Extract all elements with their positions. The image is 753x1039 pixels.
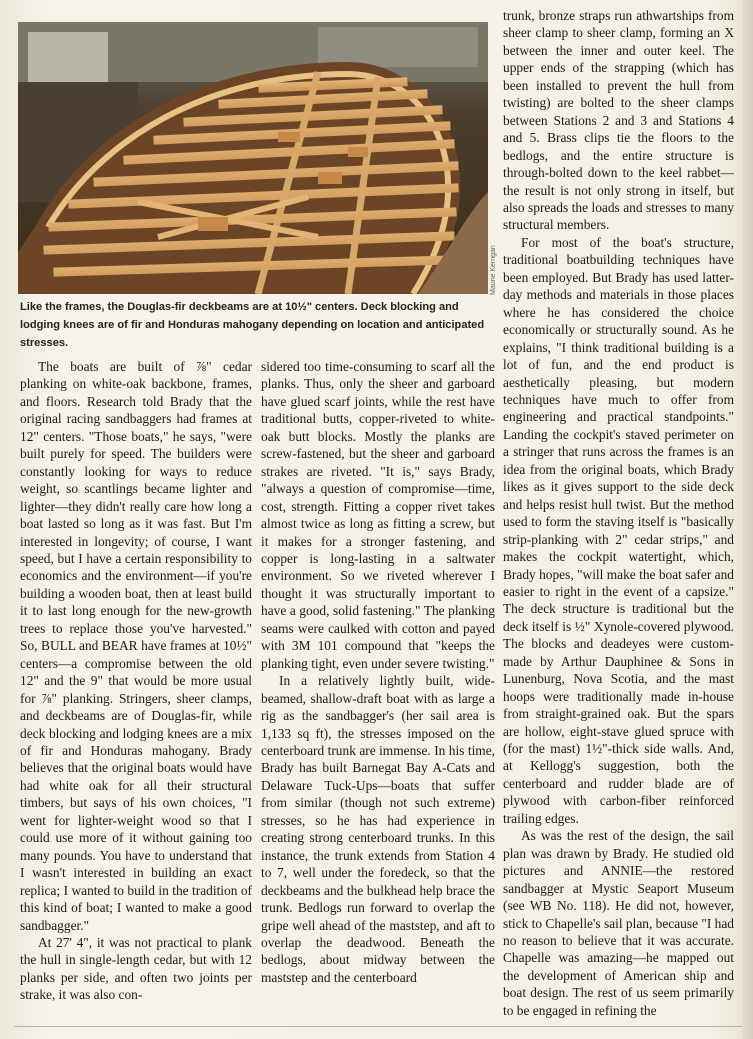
page-bottom-rule xyxy=(14,1026,751,1027)
boat-frames-photo xyxy=(18,22,488,294)
paragraph: As was the rest of the design, the sail plan was drawn by Brady. He studied old pictures and ANNIE—the restored sandbagger at Mystic Seaport Museum (see WB No. 118). He did not, however, stick to Chapelle's sail plan, because "I had no reason to believe that it was accurate. Chapelle was amazing—he mapped out the development of American ship and boat design. The rest of us seem primarily to be engaged in refining the xyxy=(503,828,734,1018)
photo-credit: Maurie Kerrigan xyxy=(490,245,497,295)
text-column-2 xyxy=(261,358,495,1026)
paragraph: trunk, bronze straps run athwartships from sheer clamp to sheer clamp, forming an X between the inner and outer keel. The upper ends of the strapping (which has been installed to prevent the hull from twisting) are bolted to the sheer clamps between Stations 2 and 3 and Stations 4 and 5. Brass clips tie the floors to the bedlogs, and the entire structure is through-bolted down to the keel rabbet—the result is not only strong in itself, but also spreads the loads and stresses to many structural members. xyxy=(503,8,734,233)
paragraph: In a relatively lightly built, wide-beamed, shallow-draft boat with as large a rig as the sandbagger's (her sail area is 1,133 sq ft), the stresses imposed on the centerboard trunk are immense. In his time, Brady has built Barnegat Bay A-Cats and Delaware Tuck-Ups—boats that suffer from similar (though not such extreme) stresses, so he has had experience in creating strong centerboard trunks. In this instance, the trunk extends from Station 4 to 7, well under the foredeck, so that the deckbeams and the bulkhead help brace the trunk. Bedlogs run forward to overlap the gripe well ahead of the maststep, and aft to overlap the deadwood. Beneath the bedlogs, about midway between the maststep and the centerboard xyxy=(261,673,495,985)
text-column-1 xyxy=(20,358,252,1026)
photo-caption: Like the frames, the Douglas-fir deckbeams are at 10½" centers. Deck blocking and lodging knees are of fir and Honduras mahogany depending on location and anticipated stresses. xyxy=(20,301,485,349)
paragraph: sidered too time-consuming to scarf all the planks. Thus, only the sheer and garboard have glued scarf joints, while the rest have traditional butts, copper-riveted to white-oak butt blocks. Mostly the planks are screw-fastened, but the sheer and garboard strakes are riveted. "It is," says Brady, "always a question of compromise—time, cost, strength. Fitting a copper rivet takes almost twice as long as fitting a screw, but it makes for a stronger fastening, and copper is long-lasting in a saltwater environment. So we riveted wherever I thought it was structurally important to have a good, solid fastening." The planking seams were caulked with cotton and payed with 3M 101 compound that "keeps the planking tight, even under severe twisting." xyxy=(261,359,495,671)
paragraph: At 27' 4", it was not practical to plank the hull in single-length cedar, but with 12 planks per side, and often two joints per strake, it was also con- xyxy=(20,934,252,1003)
paragraph: The boats are built of ⅞" cedar planking on white-oak backbone, frames, and floors. Research told Brady that the original racing sandbaggers had frames at 12" centers. "Those boats," he says, "were built purely for speed. The builders were constantly looking for ways to reduce weight, so scantlings became lighter and lighter—they didn't really care how long a boat lasted so long as it was fast. But I'm interested in longevity; of course, I want speed, but I have a certain responsibility to economics and the environment—if you're building a wooden boat, then at least build it to last long enough for the new-growth trees to replace those you've harvested." So, BULL and BEAR have frames at 10½" centers—a compromise between the old 12" and the 9" that would be more usual for ⅞" planking. Stringers, sheer clamps, and deckbeams are of Douglas-fir, while deck blocking and lodging knees are a mix of fir and Honduras mahogany. Brady believes that the original boats would have had white oak for all their structural timbers, but says of his own choices, "I went for lighter-weight wood so that I could use more of it without gaining too many pounds. You have to understand that I wasn't interested in building an exact replica; I wanted to build in the tradition of this kind of boat; I wanted to make a good sandbagger." xyxy=(20,359,252,933)
paragraph: For most of the boat's structure, traditional boatbuilding techniques have been employed. But Brady has used latter-day methods and materials in those places where he has considered the choice economically or structurally sound. As he explains, "I think traditional building is a lot of fun, and the end product is aesthetically pleasing, but modern techniques have much to offer from engineering and practical standpoints." Landing the cockpit's staved perimeter on a stringer that runs across the frames is an idea from the original boats, which Brady likes as it gives support to the side deck and helps resist hull twist. But the method used to form the staving itself is "basically strip-planking with 2" cedar strips," and makes the cockpit watertight, which, Brady hopes, "will make the boat safer and easier to right in the event of a capsize." The deck structure is traditional but the deck itself is ½" Xynole-covered plywood. The blocks and deadeyes were custom-made by Arthur Dauphinee & Sons in Lunenburg, Nova Scotia, and the mast hoops were traditionally made in-house from straight-grained oak. But the spars are hollow, eight-stave glued spruce with (for the mast) 1½"-thick side walls. And, at Kellogg's suggestion, both the centerboard and rudder blade are of plywood with carbon-fiber reinforced trailing edges. xyxy=(503,234,734,826)
hull-structure-illustration xyxy=(18,22,488,294)
page-edge-shadow xyxy=(742,0,753,1039)
text-column-3 xyxy=(503,7,734,1025)
